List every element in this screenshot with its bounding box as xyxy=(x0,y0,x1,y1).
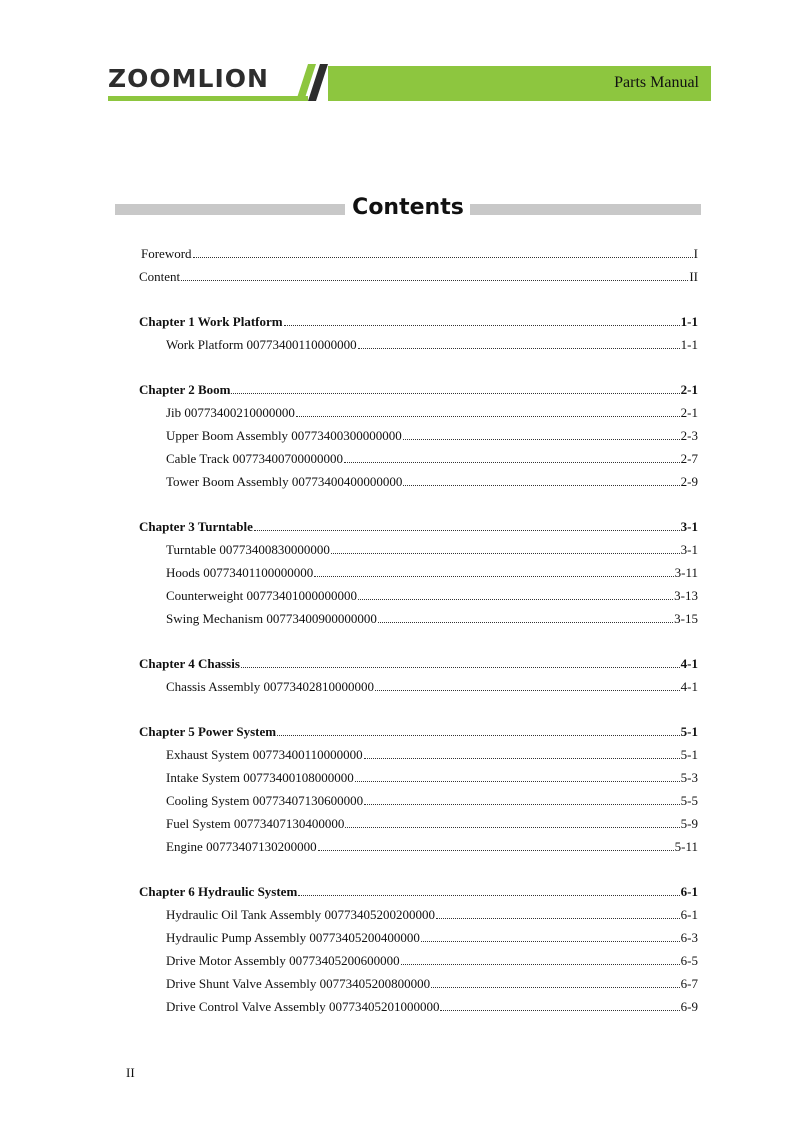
toc-leader-dots xyxy=(296,405,680,417)
toc-entry-row[interactable] xyxy=(166,770,698,786)
toc-leader-dots xyxy=(331,542,680,554)
toc-leader-dots xyxy=(403,474,679,486)
toc-leader-dots xyxy=(231,382,679,394)
toc-entry-row[interactable] xyxy=(166,428,698,444)
toc-leader-dots xyxy=(375,679,680,691)
toc-page-number: 5-9 xyxy=(680,816,698,831)
toc-page-number: I xyxy=(693,246,698,261)
toc-leader-dots xyxy=(193,246,693,258)
manual-title: Parts Manual xyxy=(614,74,699,91)
toc-leader-dots xyxy=(403,428,680,440)
toc-entry-label: Jib 00773400210000000 xyxy=(166,405,295,420)
toc-entry-label: Drive Control Valve Assembly 00773405201000000 xyxy=(166,999,440,1014)
toc-leader-dots xyxy=(345,816,679,828)
header-accent-band xyxy=(108,96,308,101)
toc-entry-label: Chapter 6 Hydraulic System xyxy=(139,884,298,899)
toc-leader-dots xyxy=(401,953,680,965)
toc-leader-dots xyxy=(181,269,688,281)
toc-entry-label: Chapter 5 Power System xyxy=(139,724,277,739)
toc-entry-label: Drive Motor Assembly 00773405200600000 xyxy=(166,953,400,968)
toc-leader-dots xyxy=(378,611,673,623)
toc-chapter-row[interactable] xyxy=(139,724,698,740)
toc-page-number: 6-5 xyxy=(680,953,698,968)
toc-leader-dots xyxy=(436,907,680,919)
toc-entry-label: Cable Track 00773400700000000 xyxy=(166,451,343,466)
toc-entry-row[interactable] xyxy=(166,976,698,992)
toc-page-number: 3-11 xyxy=(674,565,698,580)
toc-entry-label: Counterweight 00773401000000000 xyxy=(166,588,358,603)
toc-leader-dots xyxy=(314,565,673,577)
zoomlion-logo: ZOOMLION xyxy=(108,64,269,93)
toc-leader-dots xyxy=(421,930,680,942)
contents-title: Contents xyxy=(352,195,464,220)
toc-leader-dots xyxy=(431,976,680,988)
toc-page-number: 6-3 xyxy=(680,930,698,945)
toc-entry-row[interactable] xyxy=(166,405,698,421)
toc-entry-label: Foreword xyxy=(141,246,192,261)
toc-page-number: 5-1 xyxy=(680,747,698,762)
toc-entry-row[interactable] xyxy=(166,451,698,467)
toc-entry-label: Engine 00773407130200000 xyxy=(166,839,317,854)
toc-entry-label: Fuel System 00773407130400000 xyxy=(166,816,345,831)
toc-chapter-row[interactable] xyxy=(139,314,698,330)
toc-page-number: 5-3 xyxy=(680,770,698,785)
toc-page-number: 2-3 xyxy=(680,428,698,443)
toc-page-number: 6-7 xyxy=(680,976,698,991)
toc-leader-dots xyxy=(277,724,680,736)
toc-leader-dots xyxy=(344,451,680,463)
toc-page-number: 3-13 xyxy=(674,588,698,603)
header-bar xyxy=(328,66,711,101)
toc-leader-dots xyxy=(254,519,680,531)
toc-front-entry[interactable] xyxy=(139,269,698,285)
toc-entry-label: Chapter 4 Chassis xyxy=(139,656,240,671)
toc-page-number: 2-7 xyxy=(680,451,698,466)
toc-chapter-row[interactable] xyxy=(139,519,698,535)
toc-entry-row[interactable] xyxy=(166,930,698,946)
toc-page-number: 1-1 xyxy=(680,337,698,352)
toc-entry-row[interactable] xyxy=(166,337,698,353)
page-number: II xyxy=(126,1065,135,1080)
toc-page-number: 6-9 xyxy=(680,999,698,1014)
toc-entry-label: Turntable 00773400830000000 xyxy=(166,542,330,557)
toc-leader-dots xyxy=(364,793,679,805)
toc-entry-label: Drive Shunt Valve Assembly 00773405200800000 xyxy=(166,976,431,991)
toc-page-number: 6-1 xyxy=(680,907,698,922)
toc-leader-dots xyxy=(284,314,680,326)
toc-entry-row[interactable] xyxy=(166,747,698,763)
toc-leader-dots xyxy=(440,999,679,1011)
toc-entry-row[interactable] xyxy=(166,839,698,855)
toc-entry-label: Chapter 3 Turntable xyxy=(139,519,253,534)
toc-chapter-row[interactable] xyxy=(139,884,698,900)
toc-page-number: 4-1 xyxy=(680,656,698,671)
toc-entry-row[interactable] xyxy=(166,542,698,558)
toc-leader-dots xyxy=(358,588,673,600)
toc-page-number: 2-1 xyxy=(680,405,698,420)
toc-entry-row[interactable] xyxy=(166,953,698,969)
toc-entry-label: Chassis Assembly 00773402810000000 xyxy=(166,679,375,694)
toc-page-number: 5-1 xyxy=(680,724,698,739)
toc-leader-dots xyxy=(364,747,680,759)
toc-entry-label: Hoods 00773401100000000 xyxy=(166,565,314,580)
toc-page-number: 2-1 xyxy=(680,382,698,397)
toc-entry-label: Hydraulic Oil Tank Assembly 00773405200200000 xyxy=(166,907,435,922)
toc-page-number: II xyxy=(689,269,698,284)
toc-page-number: 2-9 xyxy=(680,474,698,489)
toc-entry-label: Upper Boom Assembly 00773400300000000 xyxy=(166,428,402,443)
toc-entry-row[interactable] xyxy=(166,474,698,490)
toc-page-number: 5-5 xyxy=(680,793,698,808)
toc-page-number: 1-1 xyxy=(680,314,698,329)
toc-leader-dots xyxy=(358,337,680,349)
toc-page-number: 5-11 xyxy=(674,839,698,854)
toc-entry-row[interactable] xyxy=(166,907,698,923)
toc-entry-label: Tower Boom Assembly 00773400400000000 xyxy=(166,474,403,489)
toc-leader-dots xyxy=(241,656,680,668)
toc-entry-row[interactable] xyxy=(166,565,698,581)
toc-front-entry[interactable] xyxy=(141,246,698,262)
toc-page-number: 3-15 xyxy=(674,611,698,626)
toc-entry-label: Chapter 2 Boom xyxy=(139,382,231,397)
contents-rule-right xyxy=(470,204,701,215)
toc-entry-label: Exhaust System 00773400110000000 xyxy=(166,747,363,762)
toc-entry-label: Swing Mechanism 00773400900000000 xyxy=(166,611,377,626)
toc-entry-label: Work Platform 00773400110000000 xyxy=(166,337,357,352)
toc-entry-row[interactable] xyxy=(166,793,698,809)
toc-entry-label: Hydraulic Pump Assembly 00773405200400000 xyxy=(166,930,420,945)
toc-entry-label: Intake System 00773400108000000 xyxy=(166,770,354,785)
toc-entry-label: Cooling System 00773407130600000 xyxy=(166,793,364,808)
toc-page-number: 3-1 xyxy=(680,542,698,557)
contents-rule-left xyxy=(115,204,345,215)
toc-leader-dots xyxy=(318,839,674,851)
toc-entry-row[interactable] xyxy=(166,999,698,1015)
toc-page-number: 4-1 xyxy=(680,679,698,694)
toc-entry-row[interactable] xyxy=(166,611,698,627)
toc-chapter-row[interactable] xyxy=(139,382,698,398)
toc-leader-dots xyxy=(355,770,680,782)
toc-entry-row[interactable] xyxy=(166,679,698,695)
toc-page-number: 6-1 xyxy=(680,884,698,899)
toc-leader-dots xyxy=(298,884,679,896)
toc-entry-label: Chapter 1 Work Platform xyxy=(139,314,283,329)
toc-entry-row[interactable] xyxy=(166,588,698,604)
toc-entry-label: Content xyxy=(139,269,181,284)
toc-chapter-row[interactable] xyxy=(139,656,698,672)
toc-page-number: 3-1 xyxy=(680,519,698,534)
toc-entry-row[interactable] xyxy=(166,816,698,832)
